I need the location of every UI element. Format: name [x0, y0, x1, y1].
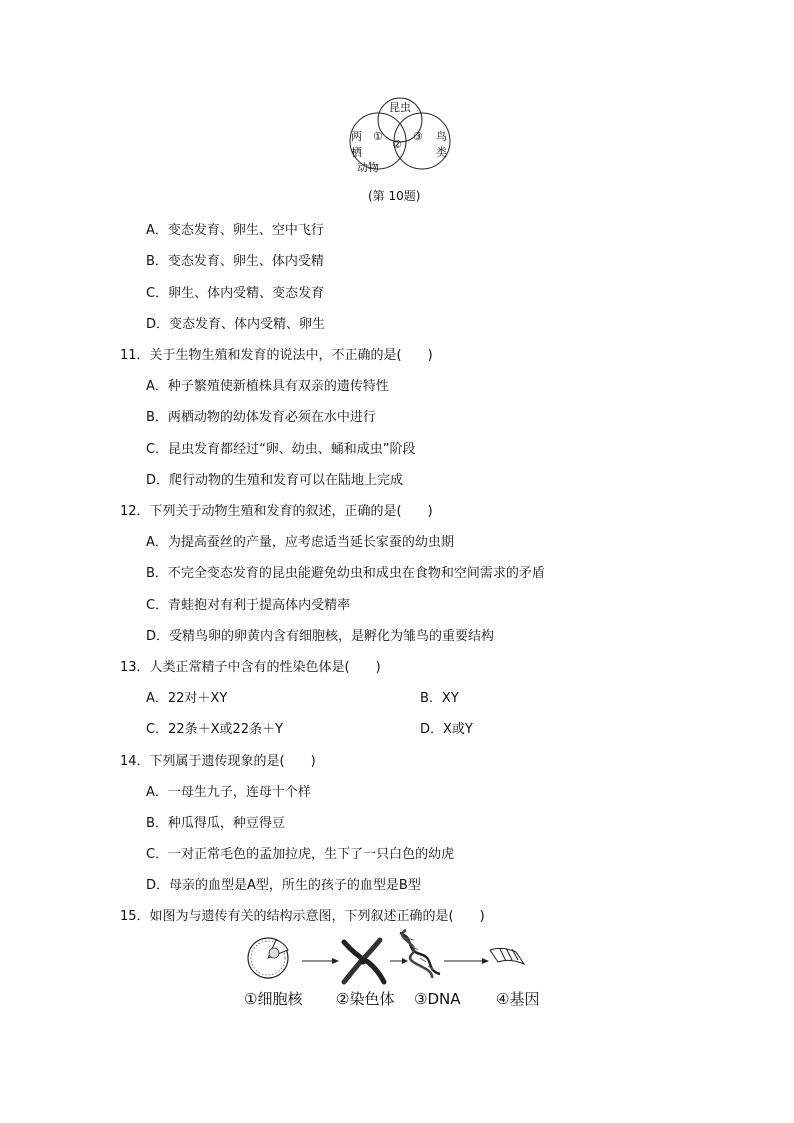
arrow-1-head — [332, 958, 339, 964]
q13-option-a: A．22对＋XY — [146, 691, 228, 706]
venn-region-3: ③ — [413, 130, 423, 143]
q11-option-d: D．爬行动物的生殖和发育可以在陆地上完成 — [146, 473, 404, 488]
q11-option-c: C．昆虫发育都经过“卵、幼虫、蛹和成虫”阶段 — [146, 442, 416, 457]
venn-left-label-3: 动物 — [357, 161, 379, 174]
label-chromosome: ②染色体 — [336, 990, 395, 1008]
venn-left-label-2: 栖 — [351, 146, 362, 159]
venn-region-1: ① — [373, 130, 383, 143]
q10-option-a: A．变态发育、卵生、空中飞行 — [146, 223, 324, 238]
q12-option-b: B．不完全变态发育的昆虫能避免幼虫和成虫在食物和空间需求的矛盾 — [146, 566, 545, 581]
dna-helix-icon — [400, 930, 440, 978]
q13-stem: 13．人类正常精子中含有的性染色体是( ) — [120, 660, 381, 675]
venn-diagram — [345, 95, 455, 175]
chromosome-icon — [344, 940, 384, 982]
q11-option-a: A．种子繁殖使新植株具有双亲的遗传特性 — [146, 379, 389, 394]
q11-option-b: B．两栖动物的幼体发育必须在水中进行 — [146, 410, 376, 425]
q12-stem: 12．下列关于动物生殖和发育的叙述，正确的是( ) — [120, 504, 433, 519]
venn-right-label-1: 鸟 — [436, 130, 447, 143]
q14-option-b: B．种瓜得瓜，种豆得豆 — [146, 816, 285, 831]
figure-caption: (第 10题) — [368, 189, 421, 203]
heredity-structure-diagram — [240, 928, 560, 1013]
q15-stem: 15．如图为与遗传有关的结构示意图，下列叙述正确的是( ) — [120, 909, 485, 924]
q13-option-d: D．X或Y — [420, 722, 473, 737]
label-dna: ③DNA — [414, 990, 461, 1008]
label-nucleus: ①细胞核 — [244, 990, 303, 1008]
q10-option-c: C．卵生、体内受精、变态发育 — [146, 286, 325, 301]
q12-option-c: C．青蛙抱对有利于提高体内受精率 — [146, 598, 351, 613]
q14-option-c: C．一对正常毛色的孟加拉虎，生下了一只白色的幼虎 — [146, 847, 455, 862]
gene-segment-icon — [490, 948, 524, 964]
q12-option-d: D．受精鸟卵的卵黄内含有细胞核，是孵化为雏鸟的重要结构 — [146, 629, 495, 644]
q14-stem: 14．下列属于遗传现象的是( ) — [120, 754, 316, 769]
label-gene: ④基因 — [496, 990, 540, 1008]
venn-top-label: 昆虫 — [389, 101, 411, 114]
q12-option-a: A．为提高蚕丝的产量，应考虑适当延长家蚕的幼虫期 — [146, 535, 454, 550]
arrow-2-head — [402, 958, 408, 964]
venn-left-label-1: 两 — [351, 130, 362, 143]
q14-option-d: D．母亲的血型是A型，所生的孩子的血型是B型 — [146, 878, 421, 893]
venn-region-2: ② — [392, 138, 402, 151]
q13-option-c: C．22条＋X或22条＋Y — [146, 722, 284, 737]
arrow-3-head — [482, 958, 489, 964]
q10-option-b: B．变态发育、卵生、体内受精 — [146, 254, 324, 269]
cell-nucleus-icon — [248, 938, 288, 978]
venn-right-label-2: 类 — [436, 146, 447, 159]
q11-stem: 11．关于生物生殖和发育的说法中，不正确的是( ) — [120, 348, 433, 363]
q14-option-a: A．一母生九子，连母十个样 — [146, 785, 311, 800]
q10-option-d: D．变态发育、体内受精、卵生 — [146, 317, 326, 332]
q13-option-b: B．XY — [420, 691, 459, 706]
